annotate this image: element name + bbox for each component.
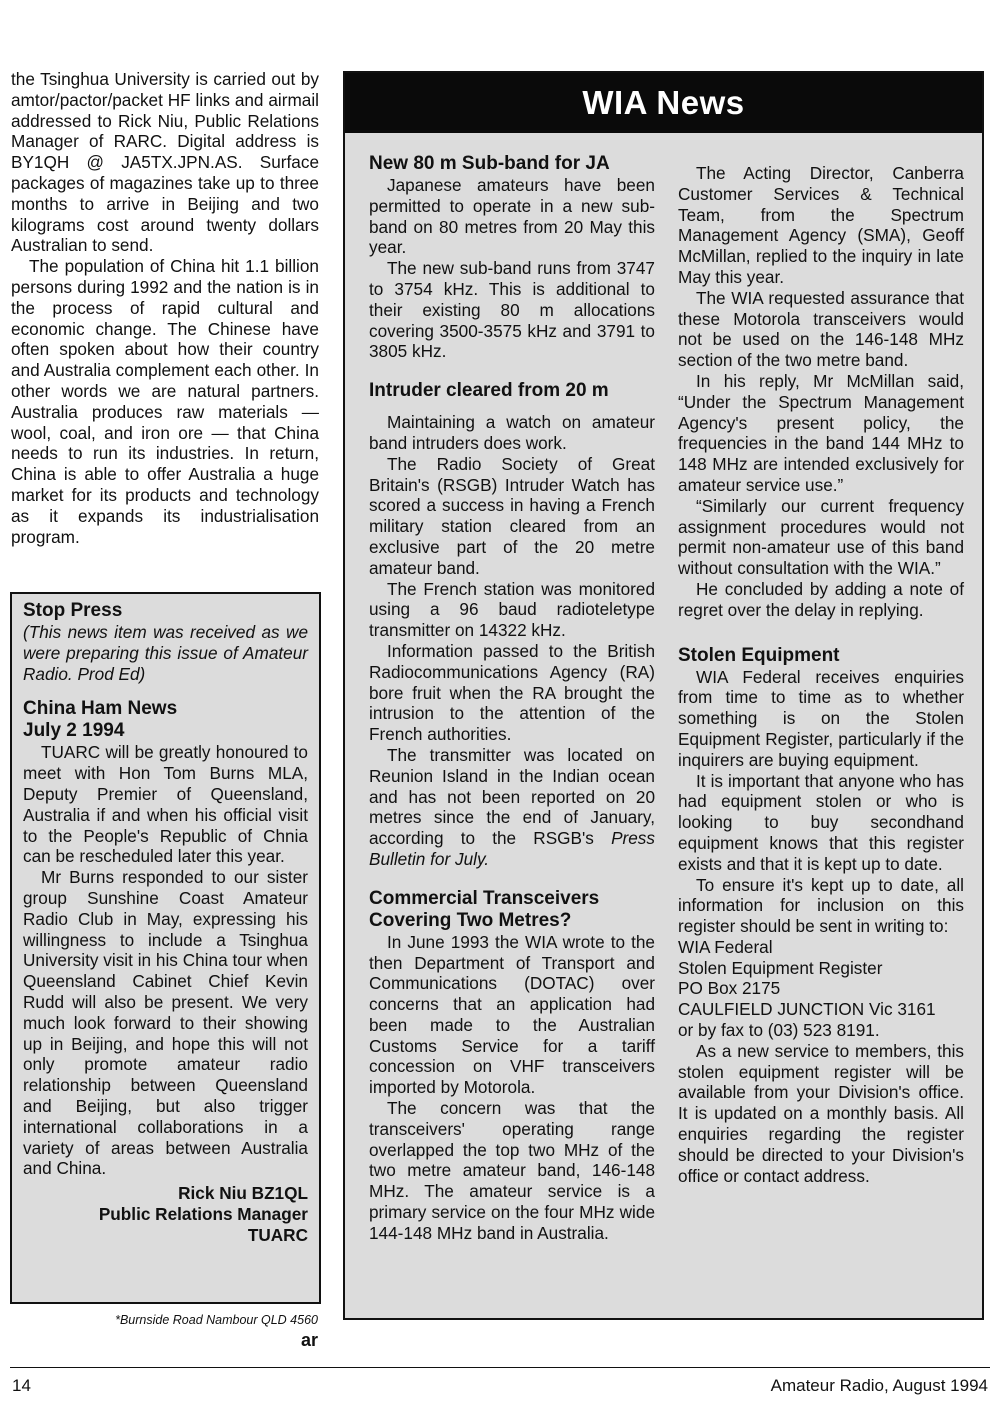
footer-rule xyxy=(10,1367,990,1368)
signature-title: Public Relations Manager xyxy=(98,1203,308,1224)
intruder-paragraph-5-text: The transmitter was located on Reunion Island in the Indian ocean and has not been reported on 20 metres since the end of January, according to the RSGB's xyxy=(369,744,655,849)
stop-press-box xyxy=(10,592,321,1304)
wia-news-banner: WIA News xyxy=(345,73,982,133)
intruder-paragraph-5 xyxy=(369,745,655,870)
address-line-1: WIA Federal xyxy=(678,936,773,957)
magazine-issue: Amateur Radio, August 1994 xyxy=(770,1376,988,1395)
transceivers-paragraph-2: The concern was that the transceivers' operating range overlapped the top two MHz of the two metre amateur band, 146-148 MHz. The amateur service is a primary service on the four MHz wide 144-148 MHz band in Australia. xyxy=(369,1098,655,1243)
signature-org: TUARC xyxy=(247,1224,308,1245)
transceivers-continued-2: The WIA requested assurance that these Motorola transceivers would not be used on the 146-148 MHz section of the two metre band. xyxy=(678,287,964,371)
sub-band-paragraph-1: Japanese amateurs have been permitted to operate in a new sub-band on 80 metres from 20 May this year. xyxy=(369,175,655,258)
transceivers-paragraph-1: In June 1993 the WIA wrote to the then Department of Transport and Communications (DOTAC) over concerns that an application had been made to the Australian Customs Service for a tariff concession on VHF transceivers imported by Motorola. xyxy=(369,931,655,1098)
news-middle-column xyxy=(369,153,655,1244)
stolen-equipment-heading: Stolen Equipment xyxy=(678,644,840,666)
stop-press-title: Stop Press xyxy=(23,600,123,621)
china-ham-news-heading-line2: July 2 1994 xyxy=(23,720,125,742)
stop-press-paragraph-1: TUARC will be greatly honoured to meet with Hon Tom Burns MLA, Deputy Premier of Queensland, Australia if and when his official visit to the People's Republic of Chnia can be rescheduled later this year. xyxy=(23,742,308,867)
register-address xyxy=(678,937,964,1041)
signature-name: Rick Niu BZ1QL xyxy=(178,1183,308,1204)
intruder-paragraph-4: Information passed to the British Radiocommunications Agency (RA) bore fruit when the RA brought the intrusion to the attention of the French authorities. xyxy=(369,640,655,745)
stolen-closing-paragraph: As a new service to members, this stolen equipment register will be available from your Division's office. It is updated on a monthly basis. All enquiries regarding the register should be directed to your Division's office or contact address. xyxy=(678,1040,964,1186)
footnote: *Burnside Road Nambour QLD 4560 xyxy=(115,1313,318,1327)
address-line-3: PO Box 2175 xyxy=(678,978,781,999)
stolen-paragraph-1: WIA Federal receives enquiries from time to time as to whether something is on the Stolen Equipment Register, particularly if the inquirers are buying equipment. xyxy=(678,666,964,770)
transceivers-continued-5: He concluded by adding a note of regret over the delay in replying. xyxy=(678,578,964,620)
transceivers-continued-4: “Similarly our current frequency assignment procedures would not permit non-amateur use of this band without consultation with the WIA.” xyxy=(678,495,964,579)
intruder-paragraph-2: The Radio Society of Great Britain's (RSGB) Intruder Watch has scored a success in having a French military station cleared from an exclusive part of the 20 metre amateur band. xyxy=(369,453,655,578)
stop-press-note: (This news item was received as we were preparing this issue of Amateur Radio. Prod Ed) xyxy=(23,622,308,684)
left-paragraph-2: The population of China hit 1.1 billion persons during 1992 and the nation is in the process of rapid cultural and economic change. The Chinese have often spoken about how their country and Australia complement each other. In other words we are natural partners. Australia produces raw materials — wool, coal, and iron ore — that China needs to run its industries. In return, China is able to offer Australia a huge market for its products and technology as it expands its industrialisation program. xyxy=(11,256,319,547)
transceivers-continued-1: The Acting Director, Canberra Customer Services & Technical Team, from the Spectrum Management Agency (SMA), Geoff McMillan, replied to the inquiry in late May this year. xyxy=(678,163,964,287)
address-line-5: or by fax to (03) 523 8191. xyxy=(678,1020,880,1041)
stolen-paragraph-3: To ensure it's kept up to date, all information for inclusion on this register should be sent in writing to: xyxy=(678,874,964,937)
signature-block xyxy=(23,1183,308,1245)
address-line-4: CAULFIELD JUNCTION Vic 3161 xyxy=(678,999,936,1020)
china-ham-news-heading-line1: China Ham News xyxy=(23,698,178,720)
address-line-2: Stolen Equipment Register xyxy=(678,957,883,978)
sub-band-paragraph-2: The new sub-band runs from 3747 to 3754 kHz. This is additional to their existing 80 m allocations covering 3500-3575 kHz and 3791 to 3805 kHz. xyxy=(369,258,655,362)
sub-band-heading: New 80 m Sub-band for JA xyxy=(369,153,610,174)
left-column xyxy=(11,69,319,547)
intruder-paragraph-3: The French station was monitored using a 96 baud radioteletype transmitter on 14322 kHz. xyxy=(369,578,655,641)
wia-news-box xyxy=(343,71,984,1320)
news-right-column xyxy=(678,163,964,1186)
press-bulletin-title: Press Bulletin for July. xyxy=(369,828,655,869)
transceivers-heading: Commercial Transceivers Covering Two Metres? xyxy=(369,887,600,931)
intruder-heading: Intruder cleared from 20 m xyxy=(369,380,609,402)
china-ham-news-heading xyxy=(23,698,308,742)
intruder-paragraph-1: Maintaining a watch on amateur band intruders does work. xyxy=(369,412,655,453)
stolen-paragraph-2: It is important that anyone who has had equipment stolen or who is looking to buy secondhand equipment knows that this register exists and that it is kept up to date. xyxy=(678,770,964,874)
end-mark: ar xyxy=(300,1330,318,1350)
left-paragraph-1: the Tsinghua University is carried out by amtor/pactor/packet HF links and airmail addressed to Rick Niu, Public Relations Manager of RARC. Digital address is BY1QH @ JA5TX.JPN.AS. Surface packages of magazines take up to three months to arrive in Beijing and two kilograms cost around twenty dollars Australian to send. xyxy=(11,69,319,256)
transceivers-continued-3: In his reply, Mr McMillan said, “Under the Spectrum Management Agency's present policy, the frequencies in the band 144 MHz to 148 MHz are intended exclusively for amateur service use.” xyxy=(678,370,964,495)
page-number: 14 xyxy=(12,1376,31,1395)
stop-press-paragraph-2: Mr Burns responded to our sister group Sunshine Coast Amateur Radio Club in May, expressing his willingness to include a Tsinghua University visit in his China tour when Queensland Cabinet Chief Kevin Rudd will also be present. We very much look forward to their showing up in Beijing, and hope this will not only promote amateur radio relationship between Queensland and Beijing, but also trigger international collaborations in a variety of areas between Australia and China. xyxy=(23,867,308,1179)
